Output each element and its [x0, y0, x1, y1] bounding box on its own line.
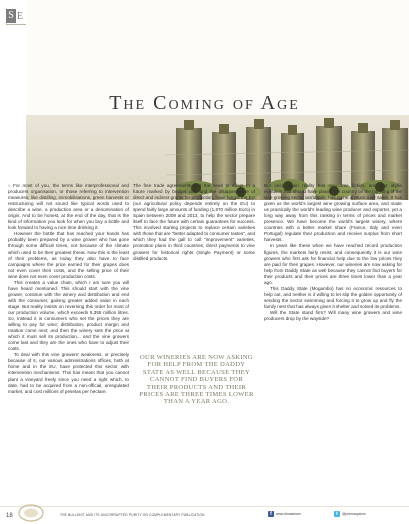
paragraph: The free trade agreements and the need to adapt to a future marked by budget cuts and the disappearance of direct and indirect grants for production, have forced the EU (our agricultural policy depends entirely on the EU) to spend fairly large amounts of funding (1,670 million Euro) in Spain between 2009 and 2013, to help the sector prepare itself to face the future with certain guarantees for success. This involved starting projects to replace certain varieties with those that are "better adapted to consumer tastes", and which they had the gall to call "improvement" varieties, promotion plans in third countries, direct payments to vine growers for historical rights (Single Payment) or some distilled products.: [133, 183, 255, 261]
page-number: 18: [6, 513, 13, 519]
paragraph: This creates a value chain, which I am sure you will have heard mentioned. This should start with the vine grower, continue with the winery and distribution and end with the consumer, gaining greater added value in each stage. But reality insists on reversing this order for most of our production volume, which exceeds 5,355 million litres. So, instead it is consumers who set the prices they are willing to pay for wine; distribution, product margin and rotation come next; and then the winery sets the price at which it must sell its production... and the vine growers come last and they are the ones who have to adjust their costs.: [8, 279, 129, 352]
social-label: www.dimasteam: [276, 512, 301, 516]
social-label: @prensaquicon: [342, 512, 366, 516]
article-column-3: [264, 183, 402, 503]
social-link-twitter[interactable]: [334, 511, 366, 517]
article-column-1: [8, 183, 129, 395]
section-rest-1: E: [17, 10, 25, 22]
footer-tagline: THE BULLSHIT AND ITS UNCORRUPTED PURITY ON COMPLEMENTARY PUBLICATION: [60, 513, 205, 517]
paragraph: This Daddy State (Mogambo) has no economic resources to help out, and neither is it willing to let slip the golden opportunity of sending the sector swimming and forcing it to grow up and fly the family nest that has always given it shelter and solved its problems.: [264, 285, 402, 309]
social-link-facebook[interactable]: [268, 511, 301, 517]
paragraph: Will the State stand firm? Will many wine growers and wine producers drop by the wayside?: [264, 309, 402, 322]
paragraph: In years like these when we have reached record production figures, the markets fairly resist, and consequently it is our wine growers who first ask for financial help due to the low prices they are paid for their grapes. However, our wineries are now asking for help from Daddy State as well because they cannot find buyers for their products and their prices are three times lower than a year ago.: [264, 243, 402, 285]
paragraph: However the bottle that has reached your hands has probably been prepared by a wine grower who has gone through some difficult times, not because of the climate which used to be their greatest threat. Now this is the least of their problems, as today they also have to face campaigns where the price earned for their grapes does not even cover their costs, and the selling price of their wine does not even cover production costs.: [8, 231, 129, 279]
pull-quote: OUR WINERIES ARE NOW ASKING FOR HELP FROM THE DADDY STATE AS WELL BECAUSE THEY CANNOT FIND BUYERS FOR THEIR PRODUCTS AND THEIR PRICES ARE THREE TIMES LOWER THAN A YEAR AGO.: [139, 354, 254, 406]
article-column-2: [133, 183, 255, 349]
magazine-logo-icon: [18, 504, 44, 522]
section-marker-icon: »: [8, 183, 14, 188]
paragraph: But once again reality has overcome fiction, and that idyllic evolution that should have placed our country on the top rung of the vine growing sector worldwide, has come unstuck over sales. It has given us the world's largest wine growing surface area, and made us practically the world's leading wine producer and exporter, yet a long way away from this ranking in terms of prices and market presence. We have become the world's largest winery, where countries with a better market share (France, Italy and even Portugal) regulate their production and receive surplus from short harvests.: [264, 183, 402, 243]
paragraph-text: For most of you, the terms like interprofessional and producers organisation, or those referring to intervention measures, like distilling, immobilisations, green harvests or restructuring will not sound like typical words used to describe a wine, a production area or a denomination of origin. And to be honest, at the end of the day, that is the kind of information you look for when you buy a bottle and look forward to having a nice time drinking it.: [8, 183, 129, 231]
paragraph: [8, 183, 129, 231]
section-cap-1: S: [6, 9, 16, 23]
facebook-icon: f: [268, 511, 274, 517]
paragraph: To deal with this vine growers' weakness, or precisely because of it, our various administrations offices, both at home and in the EU, have protected this sector with intervention mechanisms. This has meant that you cannot plant a vineyard freely since you need a right which, to date, had to be acquired from a non-official, unregulated market, and cost millions of pesetas per hectare.: [8, 352, 129, 394]
author-rule: [6, 24, 28, 25]
twitter-icon: t: [334, 511, 340, 517]
article-headline: The Coming of Age: [109, 92, 300, 114]
